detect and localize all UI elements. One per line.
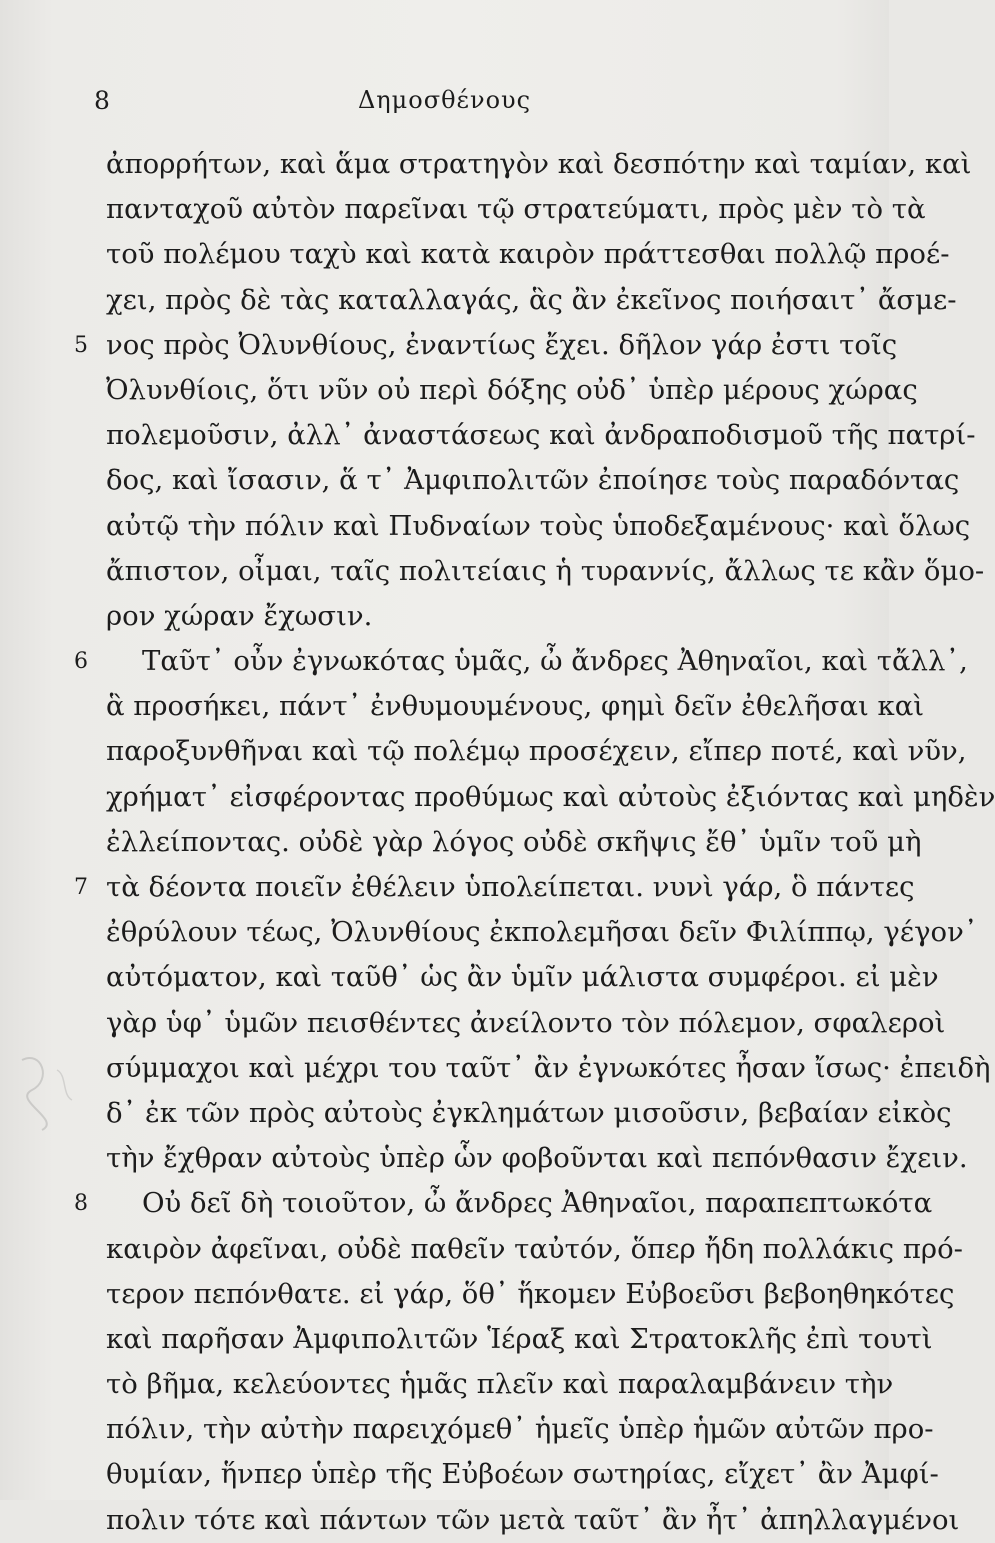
text-line [0,684,925,729]
line-text: Ταῦτ᾽ οὖν ἐγνωκότας ὑμᾶς, ὦ ἄνδρες Ἀθηναῖοι, καὶ τἄλλ᾽, [142,645,968,678]
line-text: πόλιν, τὴν αὐτὴν παρειχόμεθ᾽ ἡμεῖς ὑπὲρ ἡμῶν αὐτῶν προ- [106,1413,934,1446]
line-text: χρήματ᾽ εἰσφέροντας προθύμως καὶ αὐτοὺς ἐξιόντας καὶ μηδὲν [106,780,995,813]
text-line [0,775,995,820]
running-title: Δημοσθένους [357,86,532,114]
pencil-mark-icon [12,1040,92,1140]
line-text: τὰ δέοντα ποιεῖν ἐθέλειν ὑπολείπεται. νυνὶ γάρ, ὃ πάντες [106,871,915,903]
text-line [0,639,968,684]
text-line [0,187,926,232]
line-text: ἐθρύλουν τέως, Ὀλυνθίους ἐκπολεμῆσαι δεῖν Φιλίππῳ, γέγον᾽ [106,916,978,949]
line-text: ρον χώραν ἔχωσιν. [106,599,373,632]
section-number: 5 [74,332,88,358]
text-line [0,278,957,323]
line-text: χει, πρὸς δὲ τὰς καταλλαγάς, ἃς ἂν ἐκεῖνος ποιήσαιτ᾽ ἄσμε- [106,283,957,316]
text-line [0,1362,894,1407]
line-text: δ᾽ ἐκ τῶν πρὸς αὐτοὺς ἐγκλημάτων μισοῦσιν, βεβαίαν εἰκὸς [106,1096,952,1129]
text-line [0,594,889,639]
text-line [0,1091,952,1136]
section-number: 7 [74,875,88,900]
text-line [0,910,978,955]
text-line [0,865,915,910]
line-text: δος, καὶ ἴσασιν, ἅ τ᾽ Ἀμφιπολιτῶν ἐποίησε τοὺς παραδόντας [106,464,960,497]
text-line [0,1452,939,1497]
text-line [0,323,898,368]
line-text: ἃ προσήκει, πάντ᾽ ἐνθυμουμένους, φημὶ δεῖν ἐθελῆσαι καὶ [106,690,925,723]
line-text: πολιν τότε καὶ πάντων τῶν μετὰ ταῦτ᾽ ἂν ἦτ᾽ ἀπηλλαγμένοι [106,1503,960,1536]
line-text: τὴν ἔχθραν αὐτοὺς ὑπὲρ ὧν φοβοῦνται καὶ πεπόνθασιν ἔχειν. [106,1142,968,1175]
line-text: αὐτόματον, καὶ ταῦθ᾽ ὡς ἂν ὑμῖν μάλιστα συμφέροι. εἰ μὲν [106,961,939,994]
line-text: πανταχοῦ αὐτὸν παρεῖναι τῷ στρατεύματι, πρὸς μὲν τὸ τὰ [106,193,926,226]
line-text: ἄπιστον, οἶμαι, ταῖς πολιτείαις ἡ τυραννίς, ἄλλως τε κἂν ὅμο- [106,554,985,587]
line-text: τερον πεπόνθατε. εἰ γάρ, ὅθ᾽ ἥκομεν Εὐβοεῦσι βεβοηθηκότες [106,1277,955,1310]
text-line [0,1272,955,1317]
line-text: αὐτῷ τὴν πόλιν καὶ Πυδναίων τοὺς ὑποδεξαμένους· καὶ ὅλως [106,509,971,542]
text-line [0,1498,960,1543]
section-number: 6 [74,649,88,675]
text-line [0,729,967,774]
text-line [0,955,939,1000]
text-line [0,820,922,865]
line-text: τὸ βῆμα, κελεύοντες ἡμᾶς πλεῖν καὶ παραλαμβάνειν τὴν [106,1368,894,1401]
line-text: Ὀλυνθίοις, ὅτι νῦν οὐ περὶ δόξης οὐδ᾽ ὑπὲρ μέρους χώρας [106,373,918,406]
body-text [0,142,995,1543]
text-line [0,1136,968,1181]
line-text: ἐλλείποντας. οὐδὲ γὰρ λόγος οὐδὲ σκῆψις ἔθ᾽ ὑμῖν τοῦ μὴ [106,825,922,858]
line-text: γὰρ ὑφ᾽ ὑμῶν πεισθέντες ἀνείλοντο τὸν πόλεμον, σφαλεροὶ [106,1006,946,1039]
line-text: παροξυνθῆναι καὶ τῷ πολέμῳ προσέχειν, εἴπερ ποτέ, καὶ νῦν, [106,735,967,768]
line-text: καιρὸν ἀφεῖναι, οὐδὲ παθεῖν ταὐτόν, ὅπερ ἤδη πολλάκις πρό- [106,1232,963,1265]
text-line [0,504,971,549]
text-line [0,1407,934,1452]
text-line [0,1001,946,1046]
text-line [0,549,985,594]
text-line [0,232,950,277]
text-line [0,413,976,458]
line-text: πολεμοῦσιν, ἀλλ᾽ ἀναστάσεως καὶ ἀνδραποδισμοῦ τῆς πατρί- [106,419,976,452]
text-line [0,142,972,187]
line-text: ἀπορρήτων, καὶ ἅμα στρατηγὸν καὶ δεσπότην καὶ ταμίαν, καὶ [106,148,972,180]
line-text: καὶ παρῆσαν Ἀμφιπολιτῶν Ἱέραξ καὶ Στρατοκλῆς ἐπὶ τουτὶ [106,1322,933,1355]
text-line [0,1227,963,1272]
line-text: σύμμαχοι καὶ μέχρι του ταῦτ᾽ ἂν ἐγνωκότες ἦσαν ἴσως· ἐπειδὴ [106,1051,991,1084]
line-text: Οὐ δεῖ δὴ τοιοῦτον, ὦ ἄνδρες Ἀθηναῖοι, παραπεπτωκότα [142,1187,933,1220]
text-line [0,1317,933,1362]
line-text: νος πρὸς Ὀλυνθίους, ἐναντίως ἔχει. δῆλον γάρ ἐστι τοῖς [106,328,898,361]
line-text: θυμίαν, ἥνπερ ὑπὲρ τῆς Εὐβοέων σωτηρίας, εἴχετ᾽ ἂν Ἀμφί- [106,1458,939,1491]
text-line [0,1181,933,1226]
text-line [0,458,960,503]
text-line [0,1046,991,1091]
page-number: 8 [94,86,110,115]
text-line [0,368,918,413]
section-number: 8 [74,1191,88,1217]
line-text: τοῦ πολέμου ταχὺ καὶ κατὰ καιρὸν πράττεσθαι πολλῷ προέ- [106,238,950,271]
page-header [0,86,889,126]
